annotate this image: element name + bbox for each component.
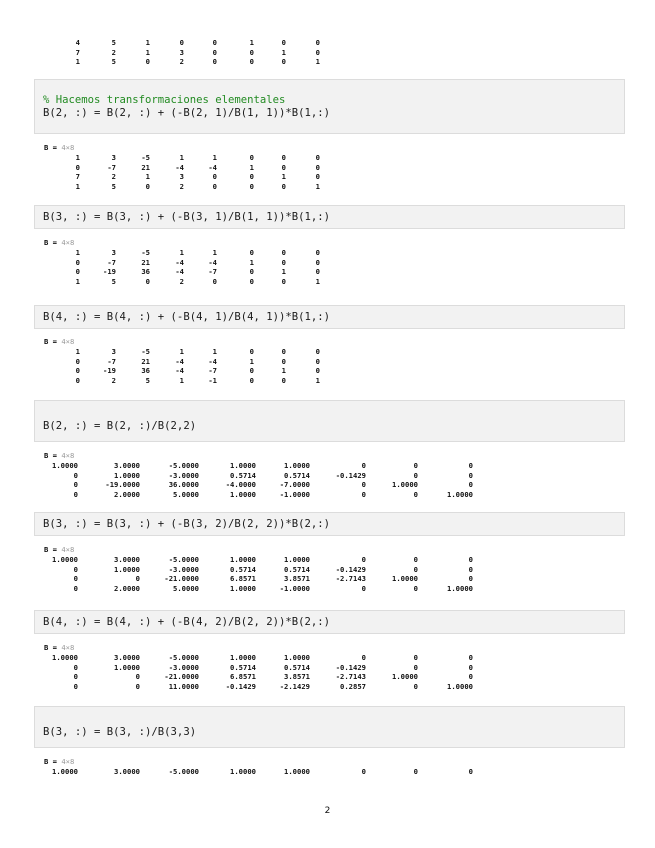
matrix-cell: -2.1429: [279, 681, 310, 691]
matrix-cell: 1: [75, 248, 80, 257]
matrix-cell: 0: [281, 356, 286, 366]
matrix-cell: 1: [75, 181, 80, 191]
matrix-cell: 0: [315, 38, 320, 47]
matrix-cell: 3: [111, 347, 116, 356]
matrix-cell: 1: [249, 162, 254, 172]
output-header: [44, 450, 624, 461]
matrix-cell: 1.0000: [230, 583, 256, 593]
matrix-cell: 0: [361, 489, 366, 499]
matrix-cell: 3: [179, 172, 184, 181]
matrix-cell: 2: [179, 181, 184, 191]
matrix-cell: -4: [175, 366, 184, 375]
matrix-row: [44, 182, 624, 192]
code-line: B(2, :) = B(2, :) + (-B(2, 1)/B(1, 1))*B(1,:): [43, 106, 331, 119]
matrix-cell: 2: [179, 276, 184, 286]
matrix-cell: -5: [141, 248, 150, 257]
matrix-cell: -0.1429: [335, 470, 366, 480]
matrix-cell: 5: [111, 57, 116, 66]
matrix-cell: 5: [111, 181, 116, 191]
variable-name: B =: [44, 337, 62, 346]
matrix-cell: 0: [413, 583, 418, 593]
code-comment: % Hacemos transformaciones elementales: [43, 93, 286, 106]
matrix-cell: 0: [75, 162, 80, 172]
matrix-cell: 0: [413, 461, 418, 470]
matrix-cell: 0: [75, 257, 80, 267]
matrix-row: [44, 248, 624, 258]
matrix-cell: 0: [73, 489, 78, 499]
matrix-cell: -7: [107, 356, 116, 366]
matrix-row: [44, 277, 624, 287]
matrix-cell: 0: [249, 47, 254, 57]
matrix-cell: 1: [281, 267, 286, 276]
matrix-cell: 0: [75, 375, 80, 385]
matrix-cell: 1: [315, 57, 320, 66]
matrix-cell: 0.5714: [230, 470, 256, 480]
matrix-cell: 0: [361, 480, 366, 489]
matrix-cell: 36: [141, 267, 150, 276]
matrix-cell: 0: [315, 257, 320, 267]
matrix-cell: -1.0000: [279, 489, 310, 499]
matrix-cell: 0: [73, 470, 78, 480]
matrix-cell: 0: [361, 555, 366, 564]
matrix-cell: 1.0000: [284, 461, 310, 470]
matrix-cell: 0: [249, 276, 254, 286]
matrix-cell: 1.0000: [392, 672, 418, 681]
matrix-cell: 3: [179, 47, 184, 57]
matrix-cell: 0: [249, 181, 254, 191]
matrix-cell: -3.0000: [168, 662, 199, 672]
matrix-row: [44, 653, 624, 663]
matrix-cell: 3.8571: [284, 574, 310, 583]
matrix-output: [44, 336, 624, 385]
matrix-cell: 1.0000: [114, 564, 140, 574]
matrix-cell: 11.0000: [168, 681, 199, 691]
matrix-cell: 2: [179, 57, 184, 66]
matrix-cell: -21.0000: [164, 672, 199, 681]
matrix-row: [44, 682, 624, 692]
matrix-cell: 5.0000: [173, 489, 199, 499]
matrix-cell: 1: [75, 57, 80, 66]
matrix-cell: -7.0000: [279, 480, 310, 489]
matrix-cell: 0.5714: [230, 564, 256, 574]
matrix-cell: 1.0000: [52, 653, 78, 662]
matrix-cell: -0.1429: [335, 564, 366, 574]
matrix-cell: 0: [212, 47, 217, 57]
matrix-cell: 21: [141, 257, 150, 267]
matrix-row: [44, 347, 624, 357]
matrix-cell: 0: [315, 248, 320, 257]
matrix-cell: 0: [315, 47, 320, 57]
matrix-dims: 4×8: [61, 545, 75, 554]
matrix-cell: 0.5714: [284, 662, 310, 672]
matrix-cell: 0: [468, 574, 473, 583]
matrix-cell: 0: [281, 57, 286, 66]
matrix-cell: 3.0000: [114, 653, 140, 662]
matrix-cell: 4: [75, 38, 80, 47]
matrix-cell: 1.0000: [447, 489, 473, 499]
matrix-row: [44, 490, 624, 500]
matrix-cell: 1: [145, 38, 150, 47]
matrix-cell: 0: [212, 181, 217, 191]
matrix-cell: 0: [73, 583, 78, 593]
matrix-cell: 3.0000: [114, 461, 140, 470]
variable-name: B =: [44, 757, 62, 766]
matrix-cell: 2.0000: [114, 583, 140, 593]
matrix-cell: 0: [212, 38, 217, 47]
matrix-cell: 0: [179, 38, 184, 47]
matrix-row: [44, 480, 624, 490]
matrix-cell: 0: [468, 653, 473, 662]
matrix-row: [44, 471, 624, 481]
matrix-cell: 1.0000: [230, 461, 256, 470]
matrix-cell: 21: [141, 162, 150, 172]
matrix-cell: 0.2857: [340, 681, 366, 691]
matrix-cell: 0: [212, 276, 217, 286]
matrix-cell: 0: [413, 564, 418, 574]
matrix-cell: -2.7143: [335, 672, 366, 681]
matrix-cell: 0.5714: [284, 470, 310, 480]
matrix-row: [44, 565, 624, 575]
matrix-row: [44, 48, 624, 58]
matrix-cell: 0: [249, 153, 254, 162]
matrix-cell: -1: [208, 375, 217, 385]
matrix-cell: 0: [249, 375, 254, 385]
matrix-cell: 1: [145, 47, 150, 57]
matrix-cell: 1: [75, 153, 80, 162]
matrix-cell: 36: [141, 366, 150, 375]
matrix-cell: 5.0000: [173, 583, 199, 593]
matrix-cell: 0: [468, 672, 473, 681]
matrix-cell: -4: [175, 267, 184, 276]
matrix-cell: 1: [75, 276, 80, 286]
output-header: [44, 756, 624, 767]
matrix-cell: -3.0000: [168, 470, 199, 480]
matrix-cell: 3: [111, 153, 116, 162]
matrix-cell: -2.7143: [335, 574, 366, 583]
matrix-cell: 1.0000: [447, 681, 473, 691]
matrix-cell: 0: [249, 347, 254, 356]
matrix-cell: 7: [75, 47, 80, 57]
matrix-cell: 0: [315, 366, 320, 375]
matrix-row: [44, 663, 624, 673]
matrix-cell: 2: [111, 172, 116, 181]
matrix-row: [44, 267, 624, 277]
matrix-cell: 1: [179, 248, 184, 257]
matrix-cell: 0: [281, 38, 286, 47]
output-header: [44, 642, 624, 653]
matrix-cell: 0: [75, 366, 80, 375]
matrix-cell: -21.0000: [164, 574, 199, 583]
matrix-cell: -4: [208, 257, 217, 267]
matrix-cell: 0: [249, 172, 254, 181]
matrix-cell: 0: [281, 162, 286, 172]
matrix-cell: -5.0000: [168, 461, 199, 470]
matrix-cell: 1.0000: [230, 653, 256, 662]
matrix-cell: 6.8571: [230, 672, 256, 681]
matrix-cell: -0.1429: [335, 662, 366, 672]
matrix-cell: 3.0000: [114, 767, 140, 776]
matrix-cell: 0: [413, 767, 418, 776]
variable-name: B =: [44, 451, 62, 460]
matrix-cell: 1.0000: [284, 653, 310, 662]
matrix-cell: 1.0000: [284, 555, 310, 564]
code-cell[interactable]: [34, 706, 625, 748]
matrix-dims: 4×8: [61, 337, 75, 346]
matrix-cell: 1.0000: [230, 767, 256, 776]
matrix-cell: 0: [145, 181, 150, 191]
matrix-cell: 0: [212, 172, 217, 181]
matrix-cell: 6.8571: [230, 574, 256, 583]
output-header: [44, 544, 624, 555]
matrix-cell: 0: [135, 672, 140, 681]
matrix-cell: -19.0000: [105, 480, 140, 489]
variable-name: B =: [44, 238, 62, 247]
matrix-cell: 0: [75, 356, 80, 366]
matrix-cell: 0: [249, 57, 254, 66]
matrix-cell: 0: [361, 461, 366, 470]
matrix-cell: 0: [413, 489, 418, 499]
matrix-cell: 3.8571: [284, 672, 310, 681]
matrix-cell: 1.0000: [392, 574, 418, 583]
matrix-cell: 0: [468, 480, 473, 489]
matrix-cell: 0: [135, 681, 140, 691]
matrix-cell: -5: [141, 153, 150, 162]
matrix-cell: 0: [281, 257, 286, 267]
matrix-row: [44, 357, 624, 367]
matrix-cell: 0: [281, 248, 286, 257]
matrix-output-continuation: [44, 38, 624, 67]
matrix-cell: 0: [413, 555, 418, 564]
matrix-row: [44, 172, 624, 182]
code-cell[interactable]: [34, 305, 625, 329]
matrix-cell: -4.0000: [225, 480, 256, 489]
matrix-cell: 0: [468, 461, 473, 470]
matrix-output: [44, 544, 624, 593]
matrix-cell: 0: [281, 276, 286, 286]
matrix-cell: 0: [249, 267, 254, 276]
matrix-cell: 0: [315, 347, 320, 356]
matrix-cell: 1.0000: [52, 555, 78, 564]
matrix-cell: 36.0000: [168, 480, 199, 489]
matrix-dims: 4×8: [61, 143, 75, 152]
matrix-cell: 5: [145, 375, 150, 385]
matrix-cell: 0: [468, 767, 473, 776]
matrix-cell: 1.0000: [284, 767, 310, 776]
matrix-cell: 0: [145, 276, 150, 286]
matrix-row: [44, 258, 624, 268]
code-cell[interactable]: [34, 205, 625, 229]
matrix-cell: -4: [208, 356, 217, 366]
matrix-cell: 0: [413, 662, 418, 672]
matrix-cell: -19: [103, 267, 116, 276]
matrix-cell: 0.5714: [230, 662, 256, 672]
matrix-row: [44, 574, 624, 584]
matrix-output: [44, 237, 624, 286]
matrix-cell: 1: [281, 172, 286, 181]
matrix-cell: 1: [315, 181, 320, 191]
matrix-cell: -7: [107, 257, 116, 267]
matrix-cell: 7: [75, 172, 80, 181]
matrix-cell: -0.1429: [225, 681, 256, 691]
matrix-cell: 0: [468, 662, 473, 672]
matrix-cell: 0: [73, 672, 78, 681]
matrix-row: [44, 584, 624, 594]
matrix-cell: 1: [179, 375, 184, 385]
matrix-cell: 1.0000: [114, 470, 140, 480]
matrix-row: [44, 461, 624, 471]
matrix-cell: 1: [249, 38, 254, 47]
matrix-cell: 1: [249, 356, 254, 366]
matrix-cell: 0: [73, 564, 78, 574]
matrix-cell: 1: [212, 248, 217, 257]
matrix-cell: 1.0000: [114, 662, 140, 672]
matrix-cell: 1.0000: [230, 555, 256, 564]
output-header: [44, 142, 624, 153]
matrix-cell: 0: [468, 470, 473, 480]
matrix-cell: 0: [73, 662, 78, 672]
matrix-cell: 1: [212, 153, 217, 162]
output-header: [44, 237, 624, 248]
matrix-cell: 2: [111, 47, 116, 57]
matrix-cell: 0: [73, 574, 78, 583]
code-line: B(4, :) = B(4, :) + (-B(4, 1)/B(4, 1))*B(1,:): [43, 310, 331, 323]
code-line: B(3, :) = B(3, :) + (-B(3, 1)/B(1, 1))*B(1,:): [43, 210, 331, 223]
matrix-cell: 0: [315, 153, 320, 162]
code-cell[interactable]: [34, 610, 625, 634]
matrix-cell: -7: [107, 162, 116, 172]
matrix-cell: -19: [103, 366, 116, 375]
code-line: B(3, :) = B(3, :) + (-B(3, 2)/B(2, 2))*B(2,:): [43, 517, 331, 530]
matrix-cell: 0.5714: [284, 564, 310, 574]
matrix-cell: 0: [75, 267, 80, 276]
variable-name: B =: [44, 143, 62, 152]
matrix-cell: -4: [208, 162, 217, 172]
matrix-row: [44, 366, 624, 376]
matrix-dims: 4×8: [61, 643, 75, 652]
matrix-cell: 0: [315, 162, 320, 172]
matrix-cell: -1.0000: [279, 583, 310, 593]
code-cell[interactable]: [34, 400, 625, 442]
matrix-row: [44, 672, 624, 682]
matrix-cell: 5: [111, 38, 116, 47]
matrix-cell: 1: [179, 153, 184, 162]
code-line: B(2, :) = B(2, :)/B(2,2): [43, 419, 197, 432]
matrix-cell: 0: [413, 681, 418, 691]
matrix-cell: -7: [208, 267, 217, 276]
matrix-cell: 1.0000: [230, 489, 256, 499]
matrix-dims: 4×8: [61, 757, 75, 766]
page-number: 2: [324, 806, 331, 816]
matrix-cell: 21: [141, 356, 150, 366]
matrix-cell: -3.0000: [168, 564, 199, 574]
matrix-cell: 2: [111, 375, 116, 385]
matrix-row: [44, 767, 624, 777]
matrix-cell: 0: [361, 767, 366, 776]
matrix-cell: 0: [315, 172, 320, 181]
matrix-row: [44, 163, 624, 173]
matrix-cell: 0: [468, 555, 473, 564]
matrix-cell: 3.0000: [114, 555, 140, 564]
matrix-cell: 0: [315, 356, 320, 366]
code-cell[interactable]: [34, 512, 625, 536]
matrix-row: [44, 376, 624, 386]
matrix-cell: 1: [249, 257, 254, 267]
matrix-cell: 0: [249, 248, 254, 257]
matrix-output: [44, 756, 624, 777]
matrix-cell: 5: [111, 276, 116, 286]
matrix-cell: -5: [141, 347, 150, 356]
variable-name: B =: [44, 545, 62, 554]
matrix-cell: 1: [145, 172, 150, 181]
matrix-cell: 0: [135, 574, 140, 583]
matrix-cell: 0: [361, 653, 366, 662]
matrix-row: [44, 38, 624, 48]
matrix-row: [44, 57, 624, 67]
matrix-cell: 1.0000: [52, 461, 78, 470]
matrix-output: [44, 450, 624, 499]
matrix-dims: 4×8: [61, 451, 75, 460]
matrix-cell: -4: [175, 356, 184, 366]
matrix-cell: 0: [315, 267, 320, 276]
matrix-row: [44, 555, 624, 565]
matrix-cell: 1: [75, 347, 80, 356]
matrix-cell: 0: [413, 470, 418, 480]
matrix-cell: -5.0000: [168, 767, 199, 776]
matrix-cell: -4: [175, 162, 184, 172]
matrix-cell: 1.0000: [392, 480, 418, 489]
matrix-cell: 0: [281, 153, 286, 162]
code-line: B(4, :) = B(4, :) + (-B(4, 2)/B(2, 2))*B(2,:): [43, 615, 331, 628]
matrix-cell: 1: [281, 366, 286, 375]
matrix-cell: 0: [73, 480, 78, 489]
matrix-cell: 1.0000: [52, 767, 78, 776]
matrix-cell: 0: [468, 564, 473, 574]
matrix-cell: 0: [413, 653, 418, 662]
matrix-cell: 0: [73, 681, 78, 691]
matrix-cell: 1.0000: [447, 583, 473, 593]
matrix-cell: 0: [281, 181, 286, 191]
matrix-cell: 1: [315, 276, 320, 286]
matrix-cell: 2.0000: [114, 489, 140, 499]
matrix-cell: 3: [111, 248, 116, 257]
matrix-cell: 0: [281, 375, 286, 385]
matrix-cell: 0: [249, 366, 254, 375]
matrix-cell: 1: [179, 347, 184, 356]
matrix-row: [44, 153, 624, 163]
matrix-cell: 0: [212, 57, 217, 66]
matrix-output: [44, 642, 624, 691]
output-header: [44, 336, 624, 347]
matrix-dims: 4×8: [61, 238, 75, 247]
matrix-cell: 0: [145, 57, 150, 66]
matrix-cell: -4: [175, 257, 184, 267]
matrix-cell: -7: [208, 366, 217, 375]
matrix-cell: 1: [212, 347, 217, 356]
variable-name: B =: [44, 643, 62, 652]
matrix-cell: -5.0000: [168, 653, 199, 662]
matrix-output: [44, 142, 624, 191]
code-line: B(3, :) = B(3, :)/B(3,3): [43, 725, 197, 738]
matrix-cell: -5.0000: [168, 555, 199, 564]
matrix-cell: 1: [315, 375, 320, 385]
code-cell[interactable]: [34, 79, 625, 134]
matrix-cell: 0: [361, 583, 366, 593]
matrix-cell: 1: [281, 47, 286, 57]
matrix-cell: 0: [281, 347, 286, 356]
